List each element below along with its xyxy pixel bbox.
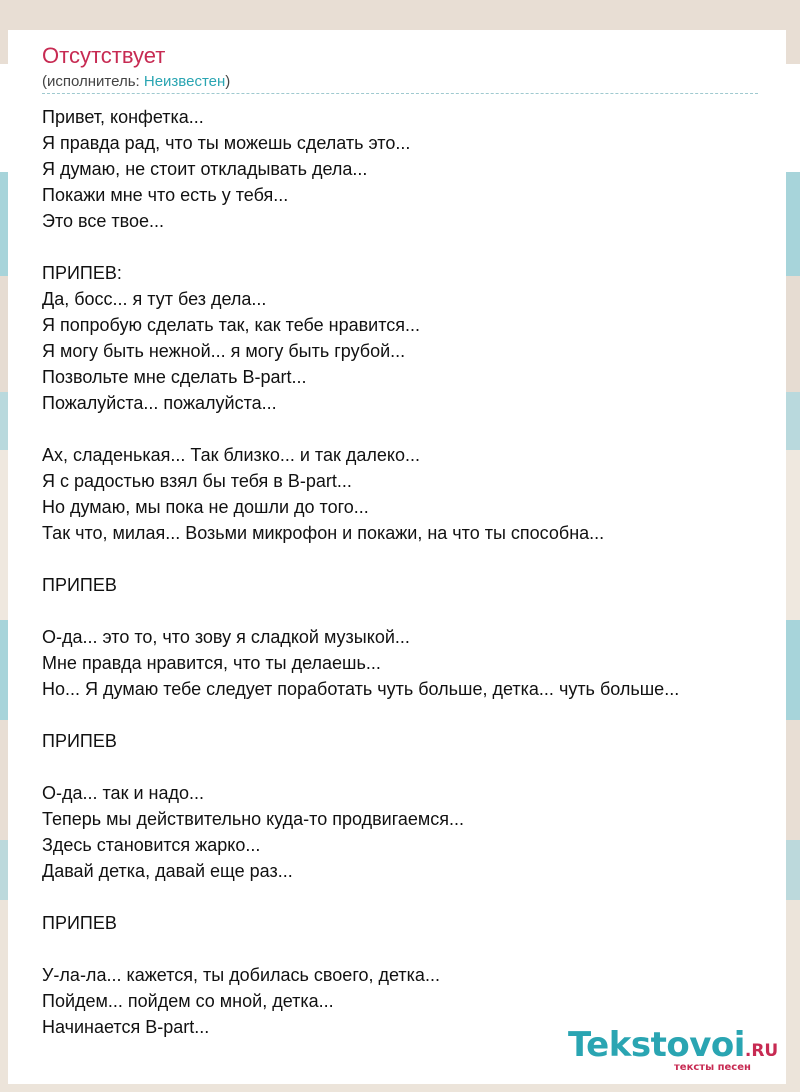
lyrics-card — [8, 30, 786, 1084]
lyric-line: Я думаю, не стоит откладывать дела... — [42, 159, 368, 179]
lyric-blank-line — [42, 754, 772, 780]
logo-tagline: тексты песен — [674, 1062, 751, 1073]
lyric-line: Начинается B-part... — [42, 1017, 210, 1037]
lyric-line: Но думаю, мы пока не дошли до того... — [42, 497, 369, 517]
artist-line — [42, 72, 230, 92]
lyric-line: Пожалуйста... пожалуйста... — [42, 393, 277, 413]
artist-suffix: ) — [225, 73, 231, 90]
lyric-blank-line — [42, 936, 772, 962]
artist-link[interactable]: Неизвестен — [143, 73, 226, 90]
lyric-line: Привет, конфетка... — [42, 107, 204, 127]
lyric-line: ПРИПЕВ — [42, 913, 117, 933]
lyric-line: Мне правда нравится, что ты делаешь... — [42, 653, 381, 673]
lyric-line: Но... Я думаю тебе следует поработать чуть больше, детка... чуть больше... — [42, 679, 680, 699]
lyric-line: Я могу быть нежной... я могу быть грубой... — [42, 341, 406, 361]
lyric-line: Покажи мне что есть у тебя... — [42, 185, 289, 205]
lyric-line: Я с радостью взял бы тебя в B-part... — [42, 471, 352, 491]
lyric-blank-line — [42, 546, 772, 572]
lyric-line: У-ла-ла... кажется, ты добилась своего, детка... — [42, 965, 440, 985]
lyric-blank-line — [42, 416, 772, 442]
lyric-line: Здесь становится жарко... — [42, 835, 261, 855]
logo-name: Tekstovoi — [568, 1025, 745, 1065]
lyric-line: ПРИПЕВ — [42, 731, 117, 751]
lyric-line: О-да... это то, что зову я сладкой музыкой... — [42, 627, 410, 647]
lyric-line: ПРИПЕВ: — [42, 263, 122, 283]
lyric-line: Да, босс... я тут без дела... — [42, 289, 267, 309]
lyric-line: Ах, сладенькая... Так близко... и так далеко... — [42, 445, 420, 465]
logo-tld: .RU — [744, 1041, 779, 1061]
artist-prefix: (исполнитель: — [42, 73, 144, 90]
lyrics-text — [42, 104, 772, 1040]
lyric-line: О-да... так и надо... — [42, 783, 204, 803]
lyric-line: Давай детка, давай еще раз... — [42, 861, 293, 881]
lyric-blank-line — [42, 702, 772, 728]
song-title: Отсутствует — [42, 43, 166, 68]
lyric-line: Я попробую сделать так, как тебе нравится... — [42, 315, 421, 335]
lyric-line: ПРИПЕВ — [42, 575, 117, 595]
lyric-blank-line — [42, 598, 772, 624]
dashed-divider — [42, 93, 758, 94]
lyric-blank-line — [42, 234, 772, 260]
lyric-line: Теперь мы действительно куда-то продвигаемся... — [42, 809, 465, 829]
lyric-line: Я правда рад, что ты можешь сделать это... — [42, 133, 411, 153]
lyric-line: Это все твое... — [42, 211, 164, 231]
lyric-line: Позвольте мне сделать B-part... — [42, 367, 307, 387]
lyric-blank-line — [42, 884, 772, 910]
lyric-line: Пойдем... пойдем со мной, детка... — [42, 991, 334, 1011]
lyric-line: Так что, милая... Возьми микрофон и покажи, на что ты способна... — [42, 523, 605, 543]
